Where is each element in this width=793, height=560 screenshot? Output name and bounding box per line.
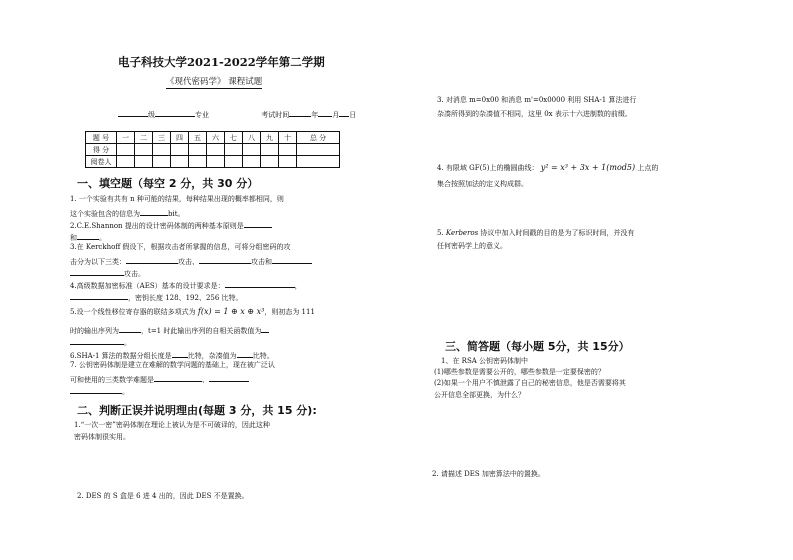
short-q1-part2: (2)如果一个用户不慎泄露了自己的秘密信息，他是否需要将其 xyxy=(434,379,626,387)
q4-line2: ，密钥长度 128、192、256 比特。 xyxy=(70,291,243,303)
q7-line3: 。 xyxy=(70,385,129,397)
section1-heading: 一、填空题（每空 2 分，共 30 分） xyxy=(77,177,259,190)
score-table-row: 阅卷人 xyxy=(86,156,340,168)
short-q1-part1: (1)哪些参数是需要公开的，哪些参数是一定要保密的？ xyxy=(434,368,605,376)
judge-q3-line2: 杂凑所得到的杂凑值不相同，这里 0x 表示十六进制数的前缀。 xyxy=(437,110,632,118)
q1-line2: 这个实验包含的信息为 bit。 xyxy=(70,207,185,219)
judge-q3-line1: 3. 对消息 m=0x00 和消息 m'=0x0000 利用 SHA-1 算法进行 xyxy=(437,96,637,104)
q6-line: 6.SHA-1 算法的数据分组长度是 比特，杂凑值为 比特。 xyxy=(70,349,274,361)
section2-heading: 二、判断正误并说明理由(每题 3 分，共 15 分): xyxy=(77,404,317,417)
q4-line1: 4.高级数据加密标准（AES）基本的设计要求是： ， xyxy=(70,279,302,291)
short-q2: 2. 请描述 DES 加密算法中的置换。 xyxy=(432,470,545,478)
short-q1-part3: 公开信息全部更换，为什么？ xyxy=(434,391,525,399)
judge-q1-line2: 密码体制很实用。 xyxy=(74,433,130,441)
q5-line2: 时的输出序列为 ，t=1 时此输出序列的自相关函数值为 xyxy=(70,324,269,336)
judge-q5-line2: 任何密码学上的意义。 xyxy=(437,242,507,250)
q7-line1: 7. 公钥密码体制是建立在难解的数学问题的基础上，现在被广泛认 xyxy=(70,361,275,369)
q3-line3: 攻击。 xyxy=(70,267,145,279)
q5-formula: f(x) = 1 ⊕ x ⊕ x³ xyxy=(197,307,265,316)
score-table xyxy=(85,131,340,168)
q1-line1: 1. 一个实验有共有 n 种可能的结果，每种结果出现的概率都相同，则 xyxy=(70,195,284,203)
section3-heading: 三、简答题（每小题 5分，共 15分） xyxy=(445,340,630,353)
judge-q4-line1: 4. 有限域 GF(5)上的椭圆曲线： y² = x³ + 3x + 1(mod5) 上点的 xyxy=(437,163,659,172)
exam-subtitle: 《现代密码学》 课程试题 xyxy=(166,77,263,87)
q3-line1: 3.在 Kerckhoff 假设下，根据攻击者所掌握的信息，可将分组密码的攻 xyxy=(70,243,291,251)
score-table-row: 得 分 xyxy=(86,144,340,156)
q5-line1: 5.设一个线性移位寄存器的联结多项式为 f(x) = 1 ⊕ x ⊕ x³，则初态为 111 xyxy=(70,307,315,316)
q7-line2: 可和使用的三类数学难题是 、 xyxy=(70,373,249,385)
q2-line2: 和 。 xyxy=(70,231,106,243)
judge-q5-line1: 5. Kerberos 协议中加入时间戳的目的是为了标识时间，并没有 xyxy=(437,229,635,237)
q5-line3: 。 xyxy=(70,336,131,348)
judge-q2: 2. DES 的 S 盒是 6 进 4 出的，因此 DES 不是置换。 xyxy=(77,492,249,500)
judge-q4-line2: 集合按照加法的定义构成群。 xyxy=(437,180,528,188)
q4-formula: y² = x³ + 3x + 1(mod5) xyxy=(540,163,636,172)
q2-line1: 2.C.E.Shannon 提出的设计密码体制的两种基本原则是 xyxy=(70,219,272,231)
short-q1: 1、在 RSA 公钥密码体制中 xyxy=(441,357,529,365)
info-line: 级 专业 考试时间 年 月 日 xyxy=(118,108,356,120)
judge-q1-line1: 1.“一次一密”密码体制在理论上被认为是不可破译的，因此这种 xyxy=(74,421,270,429)
score-table-header-row: 题 号 一 二 三 四 五 六 七 八 九 十 总 分 xyxy=(86,132,340,144)
exam-title: 电子科技大学2021-2022学年第二学期 xyxy=(118,55,325,69)
q3-line2: 击分为以下三类： 攻击、 攻击和 xyxy=(70,255,312,267)
